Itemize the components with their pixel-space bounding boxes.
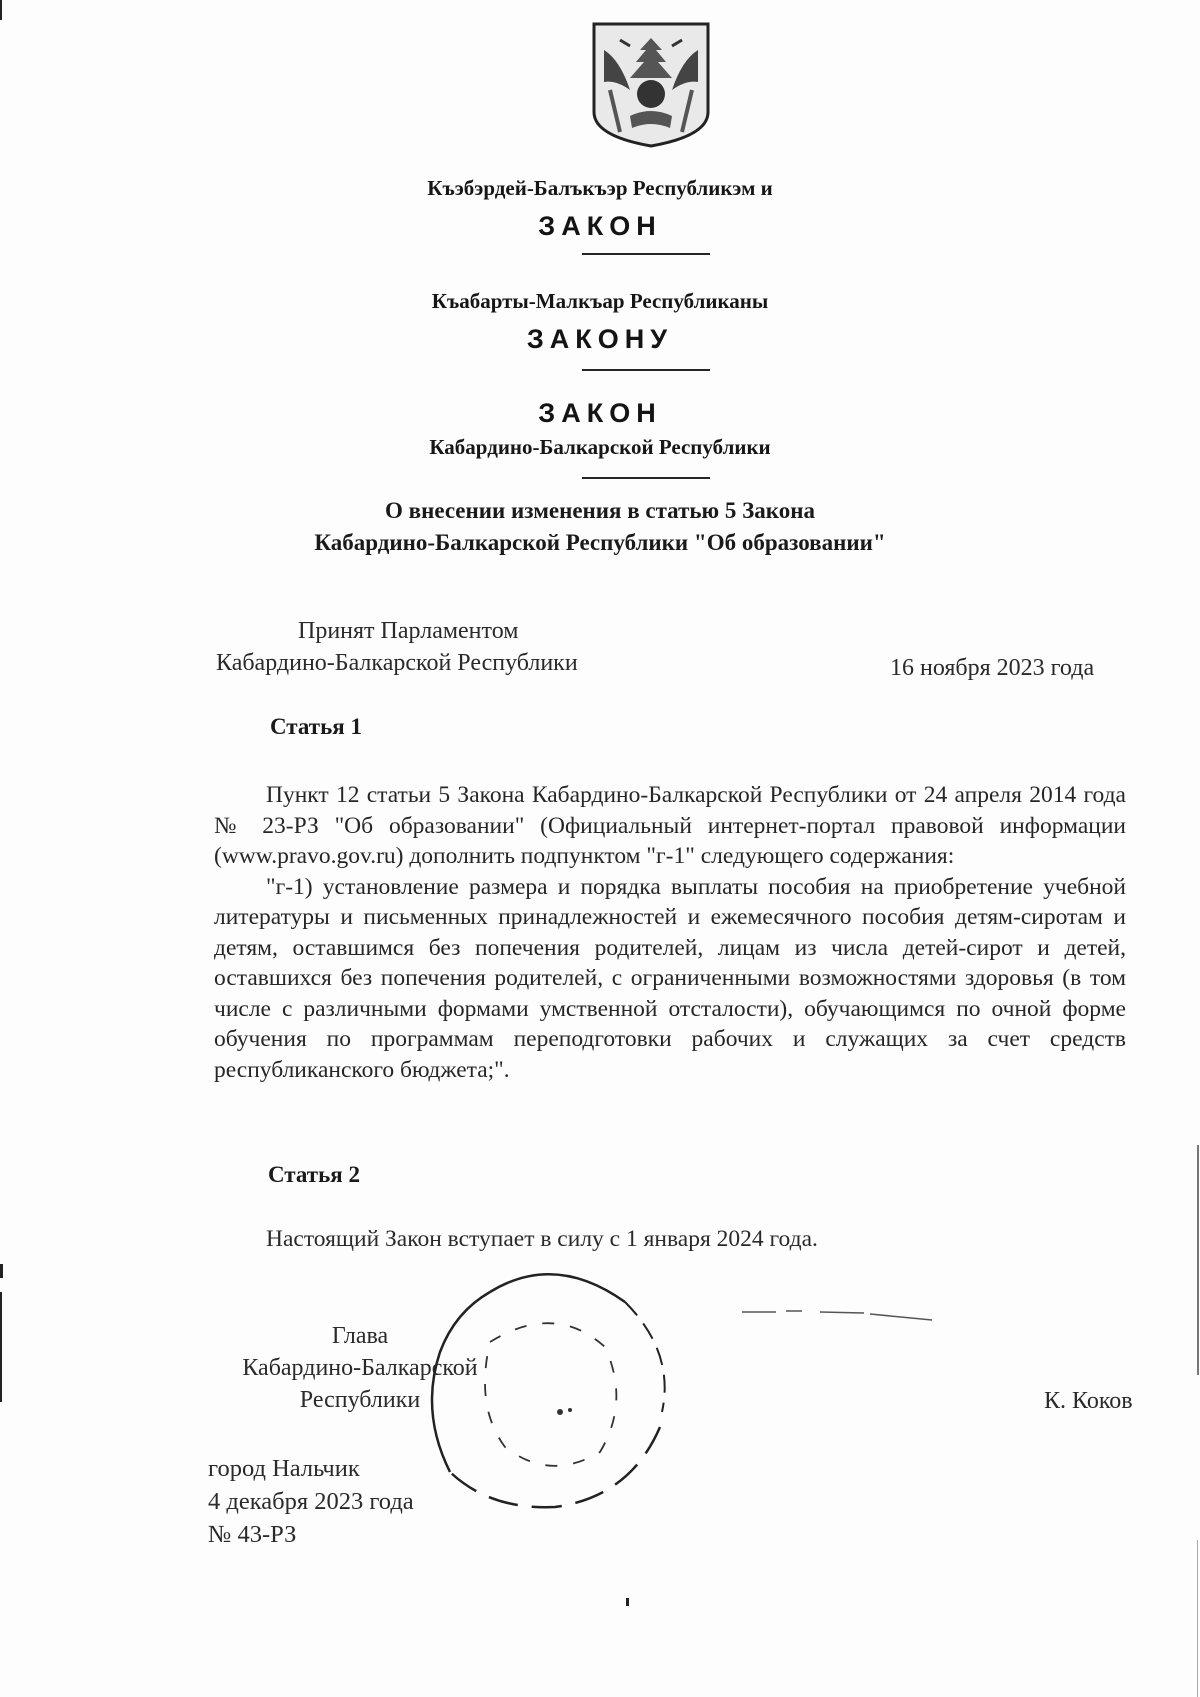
russian-republic-line: Кабардино-Балкарской Республики	[429, 435, 771, 459]
footer-number: № 43-РЗ	[208, 1521, 297, 1548]
scan-mark	[1197, 1540, 1198, 1697]
header-divider	[582, 369, 710, 371]
signatory-title-line: Глава	[331, 1323, 389, 1349]
document-title-line: Кабардино-Балкарской Республики "Об образовании"	[314, 530, 886, 555]
article-paragraph	[214, 780, 1126, 1085]
adoption-line: Принят Парламентом	[298, 618, 519, 644]
scan-mark	[1197, 1145, 1199, 1375]
article-text: Пункт 12 статьи 5 Закона Кабардино-Балкарской Республики от 24 апреля 2014 года № 23-РЗ "Об образовании" (Официальный интернет-портал правовой информации (www.pravo.gov.ru) дополнить подпунктом "г-1" следующего содержания:	[214, 782, 1126, 869]
signatory-name: К. Коков	[1044, 1388, 1133, 1414]
balkar-republic-line: Къабарты-Малкъар Республиканы	[431, 289, 769, 313]
signatory-title	[200, 1320, 520, 1416]
footer-block	[208, 1452, 414, 1551]
coat-of-arms-emblem	[590, 20, 712, 148]
scan-mark	[0, 0, 2, 20]
footer-city: город Нальчик	[208, 1455, 360, 1482]
scan-mark	[626, 1598, 629, 1606]
footer-date: 4 декабря 2023 года	[208, 1488, 414, 1515]
article-text: "г-1) установление размера и порядка выплаты пособия на приобретение учебной литературы и письменных принадлежностей и ежемесячного пособия детям-сиротам и детям, оставшимся без попечения родителей, лицам из числа детей-сирот и детей, оставшихся без попечения родителей, с ограниченными возможностями здоровья (в том числе с различными формами умственной отсталости), обучающимся по очной форме обучения по программам переподготовки рабочих и служащих за счет средств республиканского бюджета;".	[214, 873, 1126, 1083]
header-divider	[582, 253, 710, 255]
article-heading: Статья 1	[270, 714, 362, 739]
kabardian-republic-line: Къэбэрдей-Балъкъэр Республикэм и	[427, 176, 773, 200]
balkar-law-title: ЗАКОНУ	[526, 324, 674, 354]
header-divider	[582, 477, 710, 479]
scan-mark	[0, 1292, 2, 1402]
signatory-title-line: Кабардино-Балкарской	[242, 1355, 478, 1381]
adoption-line: Кабардино-Балкарской Республики	[216, 650, 578, 676]
kabardian-law-title: ЗАКОН	[538, 211, 662, 241]
russian-law-title: ЗАКОН	[538, 398, 662, 428]
article-heading: Статья 2	[268, 1162, 360, 1187]
article-text: Настоящий Закон вступает в силу с 1 января 2024 года.	[266, 1226, 818, 1252]
document-title	[0, 495, 1200, 559]
scan-mark	[0, 1264, 3, 1278]
signatory-title-line: Республики	[299, 1387, 421, 1413]
handwritten-signature	[742, 1308, 932, 1322]
document-title-line: О внесении изменения в статью 5 Закона	[385, 498, 815, 523]
adoption-date: 16 ноября 2023 года	[890, 655, 1095, 681]
